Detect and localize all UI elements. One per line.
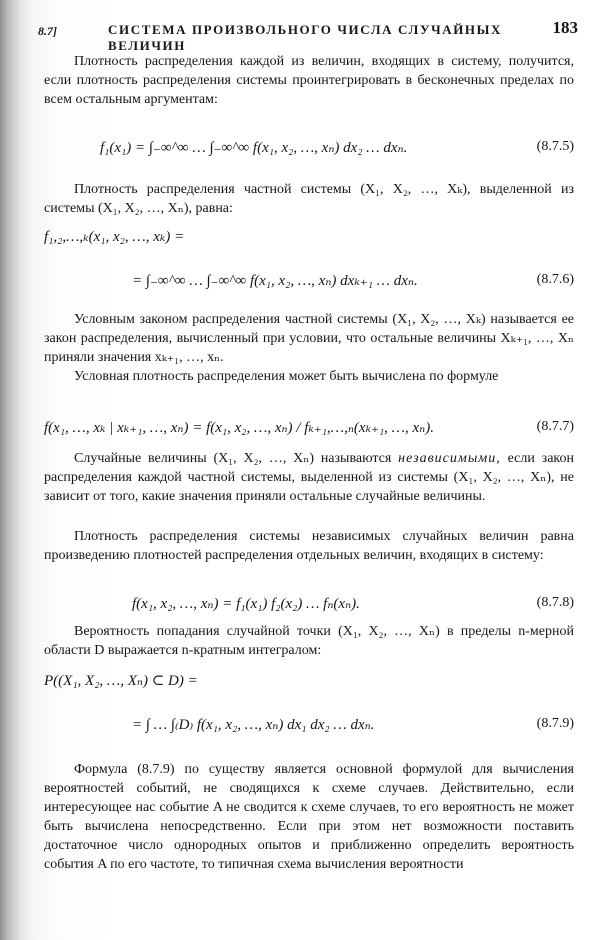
equation-8-7-6-formula: = ∫₋∞^∞ … ∫₋∞^∞ f(x₁, x₂, …, xₙ) dxₖ₊₁ … dxₙ. xyxy=(132,272,418,289)
paragraph-marginal-density: Плотность распределения каждой из величин, входящих в систему, получится, если плотность распределения системы проинтегрировать в бесконечных пределах по всем остальным аргументам: xyxy=(44,54,574,107)
equation-8-7-5 xyxy=(44,114,574,180)
equation-8-7-5-number: (8.7.5) xyxy=(536,139,574,154)
equation-8-7-8-formula: f(x₁, x₂, …, xₙ) = f₁(x₁) f₂(x₂) … fₙ(xₙ). xyxy=(132,595,360,612)
equation-8-7-9-formula: = ∫ … ∫₍D₎ f(x₁, x₂, …, xₙ) dx₁ dx₂ … dxₙ. xyxy=(132,716,375,733)
independence-text-start: Случайные величины (X₁, X₂, …, Xₙ) называются xyxy=(74,451,399,466)
section-number: 8.7] xyxy=(38,24,57,38)
equation-8-7-8-number: (8.7.8) xyxy=(536,595,574,610)
equation-8-7-9-left-side: P((X₁, X₂, …, Xₙ) ⊂ D) = xyxy=(44,672,198,689)
equation-8-7-8 xyxy=(44,584,574,622)
page-body xyxy=(44,52,574,874)
paragraph-main-formula: Формула (8.7.9) по существу является основной формулой для вычисления вероятностей событий, не сводящихся к схеме случаев. Действительно, если интересующее нас событие A не сводится к схеме случаев, то его вероятность не может быть вычислена непосредственно. Если при этом нет возможности поставить достаточное число однородных опытов и приближенно определить вероятность события A по его частоте, то типичная схема вычисления вероятности xyxy=(44,762,574,872)
equation-8-7-5-formula: f₁(x₁) = ∫₋∞^∞ … ∫₋∞^∞ f(x₁, x₂, …, xₙ) dx₂ … dxₙ. xyxy=(100,139,408,156)
equation-8-7-9-number: (8.7.9) xyxy=(536,716,574,731)
page-header xyxy=(38,18,578,53)
equation-8-7-7-number: (8.7.7) xyxy=(536,419,574,434)
equation-8-7-7 xyxy=(44,405,574,449)
running-title: СИСТЕМА ПРОИЗВОЛЬНОГО ЧИСЛА СЛУЧАЙНЫХ ВЕЛИЧИН xyxy=(108,22,502,53)
independence-text-end: если закон распределения каждой частной системы, выделенной из системы (X₁, X₂, …, Xₙ), не зависит от того, какие значения приняли остальные случайные величины. xyxy=(44,451,574,504)
page-number: 183 xyxy=(552,18,578,37)
paragraph-independence xyxy=(44,449,574,527)
equation-8-7-6-number: (8.7.6) xyxy=(536,272,574,287)
paragraph-region-probability: Вероятность попадания случайной точки (X₁, X₂, …, Xₙ) в пределы n-мерной области D выражается n-кратным интегралом: xyxy=(44,624,574,658)
equation-8-7-9 xyxy=(44,694,574,754)
equation-8-7-6-left-side: f₁,₂,…,ₖ(x₁, x₂, …, xₖ) = xyxy=(44,228,185,245)
paragraph-independent-density: Плотность распределения системы независимых случайных величин равна произведению плотностей распределения отдельных величин, входящих в систему: xyxy=(44,529,574,563)
term-independent: независимыми, xyxy=(398,451,501,466)
paragraph-conditional-law: Условным законом распределения частной системы (X₁, X₂, …, Xₖ) называется ее закон распределения, вычисленный при условии, что остальные величины Xₖ₊₁, …, Xₙ приняли значения xₖ₊₁, …, xₙ. xyxy=(44,312,574,365)
paragraph-subsystem-density: Плотность распределения частной системы (X₁, X₂, …, Xₖ), выделенной из системы (X₁, X₂, …, Xₙ), равна: xyxy=(44,182,574,216)
equation-8-7-7-formula: f(x₁, …, xₖ | xₖ₊₁, …, xₙ) = f(x₁, x₂, …, xₙ) / fₖ₊₁,…,ₙ(xₖ₊₁, …, xₙ). xyxy=(44,419,434,436)
equation-8-7-6 xyxy=(44,250,574,310)
equation-8-7-9-lhs xyxy=(44,666,574,694)
equation-8-7-6-lhs xyxy=(44,222,574,250)
paragraph-conditional-density: Условная плотность распределения может быть вычислена по формуле xyxy=(74,369,499,384)
